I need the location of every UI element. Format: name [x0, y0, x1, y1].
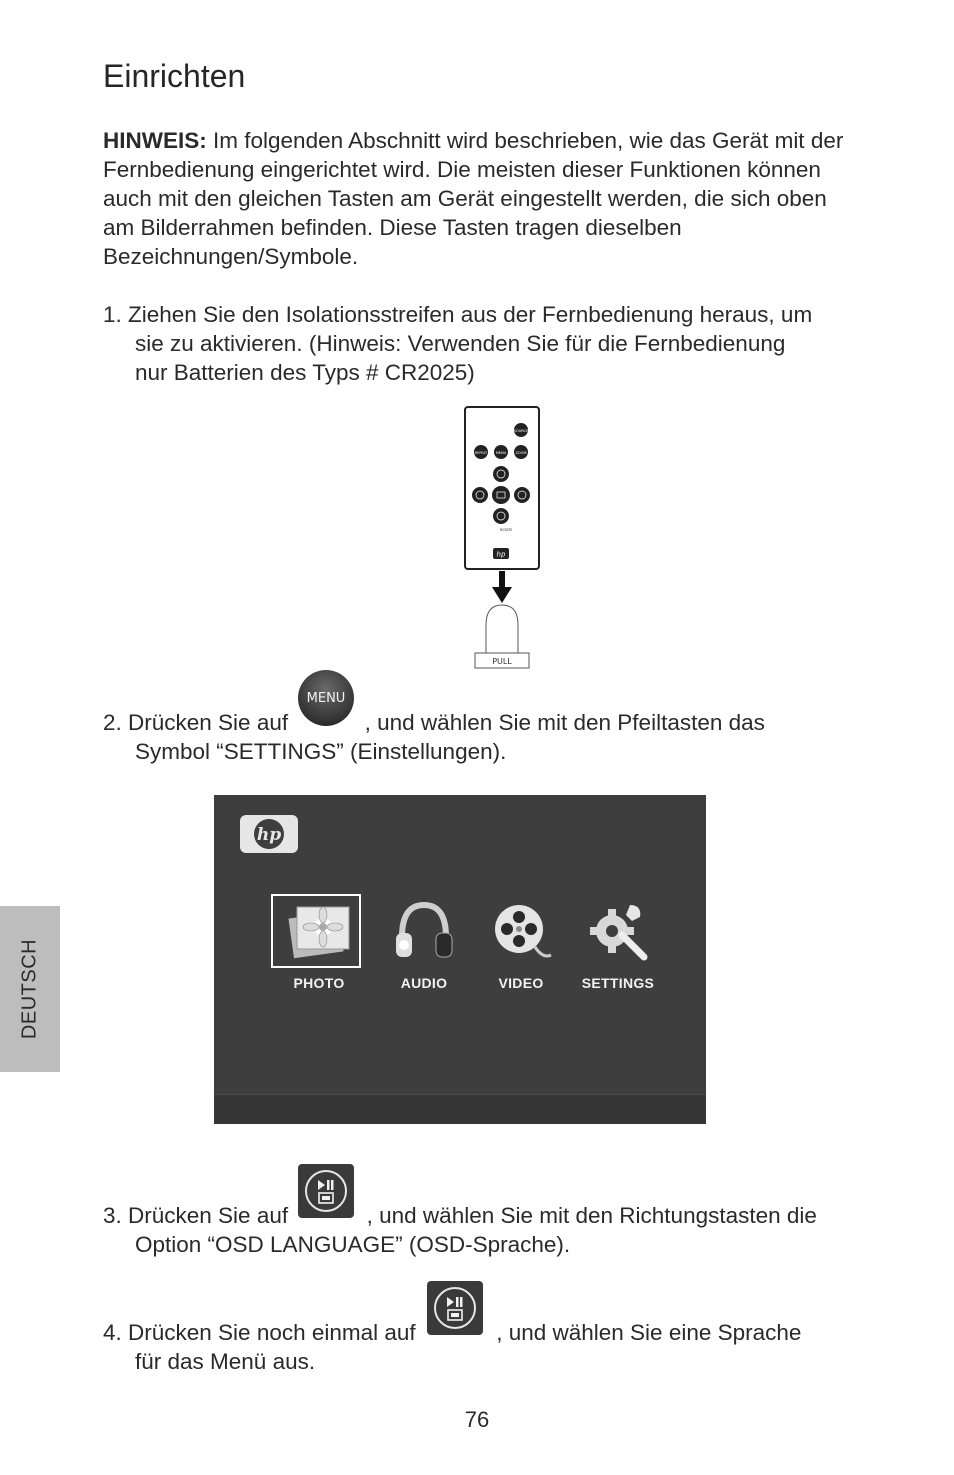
photo-icon [283, 895, 355, 967]
step-1-line-1: 1. Ziehen Sie den Isolationsstreifen aus der Fernbedienung heraus, um [103, 302, 813, 327]
step-4-post: , und wählen Sie eine Sprache [496, 1320, 802, 1345]
step-2 [103, 691, 863, 766]
remote-control-illustration [464, 406, 540, 570]
step-1 [103, 300, 863, 387]
pull-tab-icon [474, 603, 530, 669]
step-1-line-2: sie zu aktivieren. (Hinweis: Verwenden Sie für die Fernbedienung [135, 331, 786, 356]
page-number: 76 [464, 1407, 490, 1432]
arrow-down-icon [492, 571, 512, 603]
headphones-icon [388, 895, 460, 967]
language-side-tab [0, 906, 60, 1072]
step-4-pre: 4. Drücken Sie noch einmal auf [103, 1320, 416, 1345]
svg-text:hp: hp [496, 550, 506, 559]
remote-control-icon [466, 408, 538, 568]
menu-screen [214, 795, 706, 1124]
page-title: Einrichten [103, 58, 246, 94]
menu-item-label: PHOTO [293, 975, 345, 991]
step-3-pre: 3. Drücken Sie auf [103, 1203, 289, 1228]
menu-item-label: SETTINGS [581, 975, 655, 991]
language-side-tab-label: DEUTSCH [18, 938, 41, 1040]
step-2-line-2: Symbol “SETTINGS” (Einstellungen). [135, 739, 507, 764]
menu-item-video[interactable] [475, 895, 567, 995]
svg-text:hp: hp [256, 825, 282, 845]
step-3-line-2: Option “OSD LANGUAGE” (OSD-Sprache). [135, 1232, 571, 1257]
menu-button-label: MENU [307, 691, 346, 707]
step-2-post: , und wählen Sie mit den Pfeiltasten das [364, 710, 765, 735]
screen-status-bar [214, 1094, 706, 1124]
play-pause-icon [422, 1324, 490, 1344]
menu-item-label: AUDIO [400, 975, 448, 991]
note-paragraph [103, 126, 863, 271]
step-3 [103, 1201, 863, 1259]
menu-item-photo[interactable] [273, 895, 365, 995]
remote-rotate-label: ROTATE [499, 528, 513, 532]
menu-item-audio[interactable] [378, 895, 470, 995]
menu-item-settings[interactable] [572, 895, 664, 995]
step-3-post: , und wählen Sie mit den Richtungstasten die [366, 1203, 817, 1228]
step-4-line-2: für das Menü aus. [135, 1349, 316, 1374]
settings-tools-icon [582, 895, 654, 967]
film-reel-icon [485, 895, 557, 967]
menu-button-icon [294, 691, 358, 734]
menu-item-label: VIDEO [498, 975, 544, 991]
note-text: Im folgenden Abschnitt wird beschrieben, wie das Gerät mit der Fernbedienung eingerichtet wird. Die meisten dieser Funktionen können auch mit den gleichen Tasten am Gerät eingestellt werden, die sich oben am Bilderrahmen befinden. Diese Tasten tragen dieselben Bezeichnungen/Symbole. [103, 128, 844, 269]
step-4 [103, 1318, 863, 1376]
remote-source-label: SOURCE [513, 429, 529, 433]
hp-logo-icon [240, 815, 298, 853]
note-label: HINWEIS: [103, 128, 207, 153]
step-2-pre: 2. Drücken Sie auf [103, 710, 289, 735]
pull-label: PULL [492, 657, 512, 666]
remote-repeat-label: REPEAT [474, 451, 488, 455]
step-1-line-3: nur Batterien des Typs # CR2025) [135, 360, 475, 385]
remote-menu-label: MENU [495, 451, 507, 455]
remote-zoom-label: ZOOM [515, 451, 527, 455]
play-pause-icon [294, 1207, 360, 1227]
